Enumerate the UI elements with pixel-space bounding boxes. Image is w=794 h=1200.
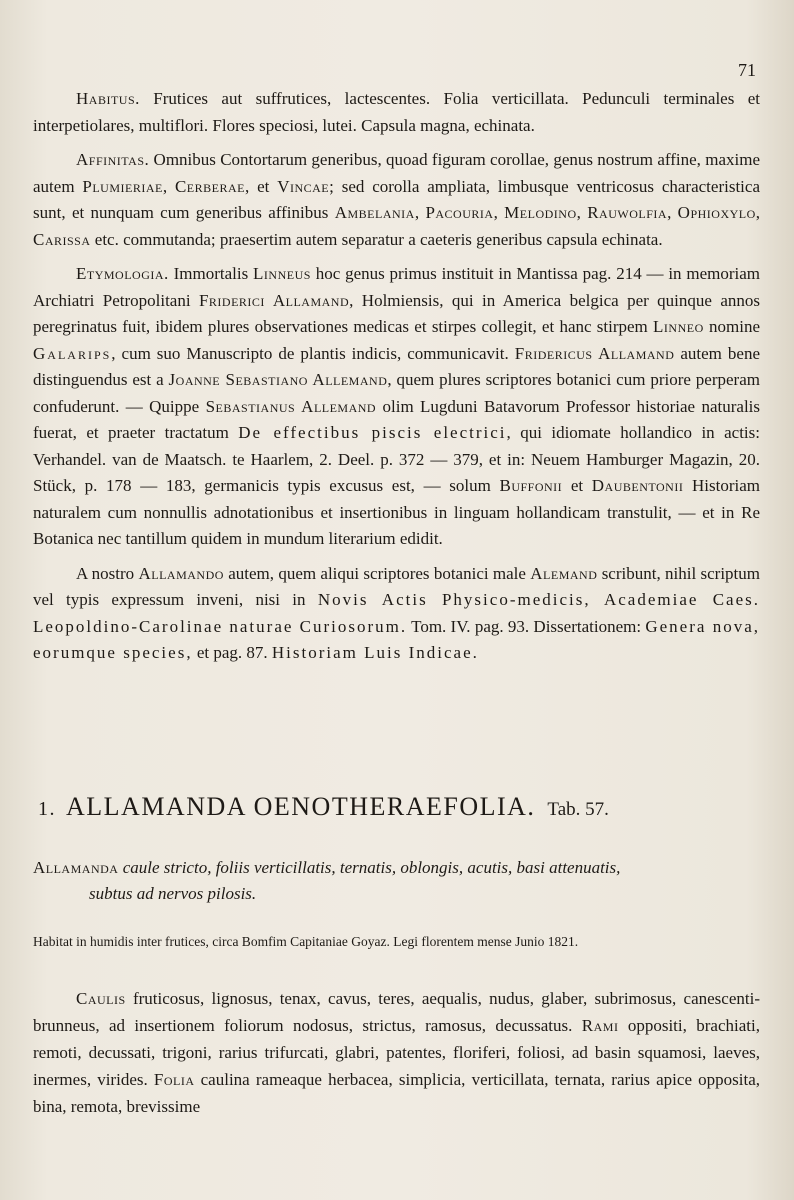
diagnosis-genus: Allamanda xyxy=(33,858,119,877)
species-number: 1. xyxy=(38,798,56,820)
etymologia-text: hoc genus primus instituit in Mantissa pag. 214 — in memoriam Archiatri Petropolitani xyxy=(33,264,761,310)
person-name: Buffonii xyxy=(499,476,563,495)
affinitas-text: , xyxy=(414,203,426,222)
affinitas-text: Omnibus Contortarum generibus, quoad figuram corollae, genus nostrum affine, maxime autem xyxy=(33,150,760,196)
species-name: ALLAMANDA OENOTHERAEFOLIA. xyxy=(66,792,536,821)
historia-title: Historiam Luis Indicae. xyxy=(271,643,479,662)
allamando-text: et pag. 87. xyxy=(192,643,272,662)
species-heading xyxy=(38,792,768,822)
caulis-text: fruticosus, lignosus, tenax, cavus, teres, aequalis, nudus, glaber, subrimosus, canescenti-brunneus, ad insertionem foliorum nodosus, strictus, ramosus, decussatus. xyxy=(33,989,760,1035)
description-section xyxy=(33,985,760,1120)
folia-text: caulina rameaque herbacea, simplicia, verticillata, ternata, rarius apice opposita, bina, remota, brevissime xyxy=(33,1070,760,1116)
description-paragraph xyxy=(33,985,760,1120)
person-name: Allamando xyxy=(138,563,224,583)
person-name: Friderici Allamand xyxy=(198,290,350,310)
etymologia-text: olim Lugduni Batavorum Professor historiae naturalis fuerat, et praeter tractatum xyxy=(33,396,761,442)
diagnosis-line-2: subtus ad nervos pilosis. xyxy=(89,884,257,903)
folia-label: Folia xyxy=(153,1070,195,1089)
genus-name: Plumieriae xyxy=(82,176,163,196)
affinitas-paragraph xyxy=(33,147,760,253)
affinitas-text: ; sed corolla ampliata, limbusque ventricosus characteristica sunt, et nunquam cum generibus affinibus xyxy=(33,176,760,222)
person-name: Sebastianus Allemand xyxy=(205,396,377,416)
etymologia-text: autem bene distinguendus est a xyxy=(33,343,760,389)
allamando-text: autem, quem aliqui scriptores botanici male xyxy=(223,563,531,583)
allamando-text: Tom. IV. pag. 93. Dissertationem: xyxy=(407,616,646,636)
person-name: Joanne Sebastiano Allemand xyxy=(168,370,388,389)
etymologia-text: , quem plures scriptores botanici cum priore perperam confuderunt. — Quippe xyxy=(33,370,760,416)
etymologia-paragraph xyxy=(33,261,760,553)
allamando-paragraph xyxy=(33,561,760,667)
intro-section xyxy=(33,86,760,675)
genus-name: Melodino xyxy=(504,203,577,222)
genus-name: Cerberae xyxy=(174,176,245,196)
affinitas-text: etc. commutanda; praesertim autem separatur a caeteris generibus capsula echinata. xyxy=(90,229,663,249)
etymologia-text: Historiam naturalem cum nonnullis adnotationibus et insertionibus in linguam hollandicam transtulit, — et in Re Botanica nec tantillum quidem in mundum literarium edidit. xyxy=(33,476,760,548)
person-name: Linneus xyxy=(253,264,311,283)
habitus-text: Frutices aut suffrutices, lactescentes. Folia verticillata. Pedunculi terminales et interpetiolares, multiflori. Flores speciosi, lutei. Capsula magna, echinata. xyxy=(33,89,760,135)
affinitas-text: , xyxy=(667,203,678,222)
diagnosis-line-1 xyxy=(33,855,760,881)
affinitas-text: , xyxy=(576,203,588,222)
affinitas-text: , et xyxy=(244,176,278,196)
etymologia-text: et xyxy=(562,476,592,495)
affinitas-text: , xyxy=(755,203,761,222)
rami-text: oppositi, brachiati, remoti, decussati, trigoni, rarius trifurcati, glabri, patentes, floriferi, foliosi, ad basin squamosi, laeves, inermes, virides. xyxy=(33,1016,760,1089)
dissertation-title: Genera nova, eorumque species, xyxy=(33,616,760,662)
person-name: Daubentonii xyxy=(591,476,684,495)
person-name: Fridericus Allamand xyxy=(514,343,675,363)
habitus-paragraph xyxy=(33,86,760,139)
allamando-text: scribunt, nihil scriptum vel typis expressum inveni, nisi in xyxy=(33,563,760,609)
diagnosis xyxy=(33,855,760,907)
affinitas-text: , xyxy=(162,176,175,196)
diagnosis-text: caule stricto, foliis verticillatis, ternatis, oblongis, acutis, basi attenuatis, xyxy=(118,858,621,877)
rami-label: Rami xyxy=(581,1016,619,1035)
genus-name: Rauwolfia xyxy=(587,203,668,222)
etymologia-text: , qui idiomate hollandico in actis: Verhandel. van de Maatsch. te Haarlem, 2. Deel. p. 372 — 379, et in: Neuem Hamburger Magazin, 20. Stück, p. 178 — 183, germanicis typis excusus est, — solum xyxy=(33,423,760,495)
etymologia-text: nomine xyxy=(703,317,760,336)
page-number: 71 xyxy=(738,60,756,80)
genus-name: Pacouria xyxy=(425,203,494,222)
person-name: Alemand xyxy=(530,563,598,583)
plant-name: Galarips xyxy=(33,343,112,363)
genus-name: Carissa xyxy=(33,229,91,249)
affinitas-text: , xyxy=(493,203,505,222)
person-name: Linneo xyxy=(653,317,704,336)
etymologia-text: Immortalis xyxy=(168,264,254,283)
genus-name: Ophioxylo xyxy=(677,203,756,222)
journal-title: Novis Actis Physico-medicis, Academiae Caes. Leopoldino-Carolinae naturae Curiosorum. xyxy=(33,590,760,636)
caulis-label: Caulis xyxy=(76,989,126,1008)
habitat-note: Habitat in humidis inter frutices, circa Bomfim Capitaniae Goyaz. Legi florentem mense Junio 1821. xyxy=(33,934,579,949)
genus-name: Vincae xyxy=(277,176,330,196)
affinitas-label: Affinitas. xyxy=(76,150,150,169)
etymologia-label: Etymologia. xyxy=(76,264,169,283)
plate-reference: Tab. 57. xyxy=(547,799,609,820)
treatise-title: De effectibus piscis electrici xyxy=(238,423,507,442)
etymologia-text: , cum suo Manuscripto de plantis indicis, communicavit. xyxy=(111,343,515,363)
allamando-text: A nostro xyxy=(76,563,139,583)
habitus-label: Habitus. xyxy=(76,89,140,108)
etymologia-text: , Holmiensis, qui in America belgica per quinque annos peregrinatus fuit, ibidem plures observationes medicas et stirpes collegit, et hanc stirpem xyxy=(33,290,760,336)
genus-name: Ambelania xyxy=(334,203,415,222)
